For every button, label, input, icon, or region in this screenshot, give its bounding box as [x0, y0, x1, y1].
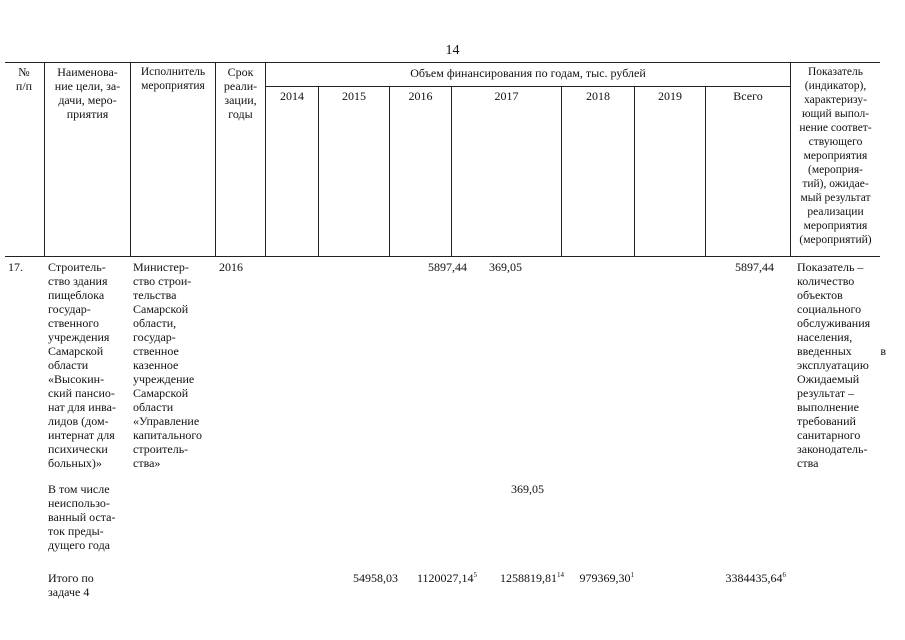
indicator-line: объектов	[797, 288, 843, 302]
header-year-2019: 2019	[658, 89, 682, 103]
header-term: Срок реали- зации, годы	[223, 65, 258, 121]
col-divider	[44, 62, 45, 256]
header-year-2018: 2018	[586, 89, 610, 103]
subrow-name: В том числе неиспользо- ванный оста- ток преды- дущего года	[48, 482, 116, 552]
indicator-line: требований	[797, 414, 856, 428]
col-divider	[318, 86, 319, 256]
row-executor: Министер- ство строи- тельства Самарской области, государ- ственное казенное учреждение Самарской области «Управление капитального строитель- ства»	[133, 260, 202, 470]
indicator-line: введенных в	[797, 344, 886, 358]
indicator-line: Ожидаемый	[797, 372, 860, 386]
totals-value-2016: 1120027,14$^5$	[416, 571, 477, 585]
indicator-line: результат –	[797, 386, 855, 400]
row-term: 2016	[219, 260, 243, 274]
indicator-line: законодатель-	[797, 442, 868, 456]
subrow-value-2017: 369,05	[511, 482, 544, 496]
header-total: Всего	[733, 89, 763, 103]
row-value-2017: 369,05	[489, 260, 522, 274]
indicator-line: эксплуатацию	[797, 358, 869, 372]
table-top-border	[5, 62, 880, 63]
row-value-total: 5897,44	[735, 260, 774, 274]
row-indicator	[797, 260, 886, 470]
totals-value-2018: 979369,30$^1$	[579, 571, 634, 585]
indicator-line: обслуживания	[797, 316, 871, 330]
page-number: 14	[445, 43, 460, 58]
header-year-2017: 2017	[494, 89, 519, 103]
header-year-2015: 2015	[342, 89, 366, 103]
header-bottom-border	[5, 256, 880, 257]
totals-value-2017: 1258819,81$^{14}$	[500, 571, 564, 585]
col-divider	[389, 86, 390, 256]
totals-value-2015: 54958,03	[353, 571, 398, 585]
indicator-line: населения,	[797, 330, 853, 344]
indicator-line: выполнение	[797, 400, 859, 414]
totals-label: Итого по задаче 4	[48, 571, 94, 599]
indicator-line: количество	[797, 274, 855, 288]
header-funding: Объем финансирования по годам, тыс. рублей	[410, 66, 646, 80]
row-value-2016: 5897,44	[428, 260, 467, 274]
col-divider	[705, 86, 706, 256]
row-number: 17.	[8, 260, 23, 274]
col-divider	[451, 86, 452, 256]
col-divider	[561, 86, 562, 256]
indicator-line: Показатель –	[797, 260, 864, 274]
col-divider	[634, 86, 635, 256]
totals-value-total: 3384435,64$^6$	[725, 571, 786, 585]
funding-header-divider	[266, 86, 790, 87]
header-num: № п/п	[15, 65, 33, 93]
header-year-2016: 2016	[408, 89, 433, 103]
header-indicator: Показатель (индикатор), характеризу- ющий выпол- нение соответ- ствующего мероприятия (мероприя- тий), ожидае- мый результат реализации мероприятия (мероприятий)	[799, 66, 872, 246]
header-name: Наименова- ние цели, за- дачи, меро- приятия	[54, 65, 121, 121]
indicator-line: социального	[797, 302, 862, 316]
header-year-2014: 2014	[280, 89, 304, 103]
row-measure-name: Строитель- ство здания пищеблока государ- ственного учреждения Самарской области «Высокин- ский пансио- нат для инва- лидов (дом- интернат для психически больных)»	[48, 260, 116, 470]
indicator-line: санитарного	[797, 428, 861, 442]
indicator-line: ства	[797, 456, 819, 470]
header-executor: Исполнитель мероприятия	[140, 66, 206, 92]
